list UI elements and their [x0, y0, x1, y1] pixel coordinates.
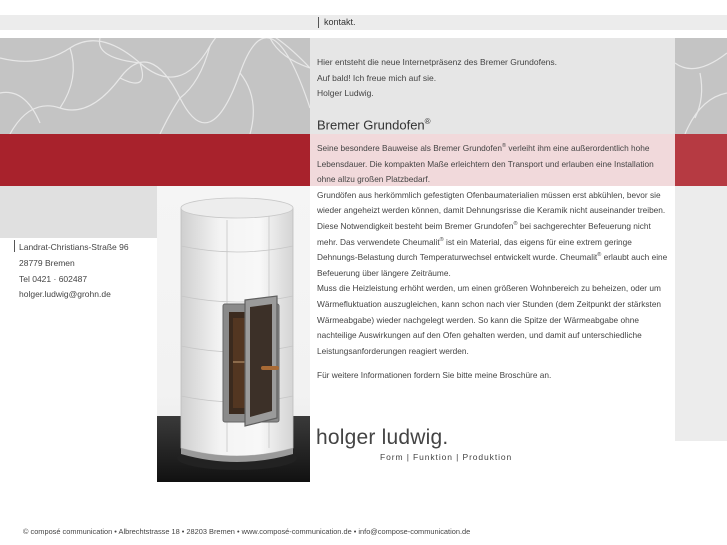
text-run: erlaubt auch eine Befeuerung über längere Zeiträume.: [317, 252, 668, 278]
address-street: Landrat-Christians-Straße 96: [19, 242, 129, 252]
intro-line: Holger Ludwig.: [317, 88, 374, 98]
stove-illustration: [157, 186, 310, 482]
page-title: [317, 117, 431, 132]
article-paragraph: Muss die Heizleistung erhöht werden, um einen größeren Wohnbereich zu beheizen, oder um Wärmefluktuation auszugleichen, kann schon nach vier Stunden (dem Zeitpunkt der stärksten Wärmeabgabe) wieder nachgelegt werden. So kann die Spitze der Wärmeabgabe ohne nachteilige Auswirkungen auf den Ofen gehalten werden, und damit auf unterschiedliche Leistungsanforderungen reagiert werden.: [317, 283, 662, 356]
text-run: Diese Notwendigkeit besteht beim Bremer Grundofen: [317, 220, 514, 231]
crackle-pattern-right: [675, 38, 727, 134]
registered-mark: ®: [439, 236, 444, 243]
logo-tagline: Form | Funktion | Produktion: [380, 452, 513, 462]
article-paragraph: Für weitere Informationen fordern Sie bitte meine Broschüre an.: [317, 370, 552, 381]
address-city: 28779 Bremen: [19, 257, 75, 268]
logo-wordmark: holger ludwig.: [316, 426, 449, 449]
crackle-texture-left: [0, 38, 310, 134]
article-body: [317, 141, 669, 384]
intro-line: Hier entsteht die neue Internetpräsenz des Bremer Grundofens.: [317, 57, 558, 67]
crackle-pattern-left: [0, 38, 310, 134]
intro-text: [317, 55, 667, 102]
text-run: bei sachgerechter Befeuerung nicht mehr. Das verwendete Cheumalit: [317, 220, 651, 247]
nav-divider: [318, 17, 319, 28]
text-run: ist ein Material, das eigens für eine extrem geringe Dehnungs-Belastung durch Temperaturwechsel entwickelt wurde. Cheumalit: [317, 236, 632, 263]
article-paragraph: [317, 141, 669, 188]
registered-mark: ®: [424, 117, 431, 126]
text-run: verleiht ihm eine außerordentlich hohe Lebensdauer. Die kompakten Maße erleichtern den Transport und erlauben eine Installation ohne allzu großen Platzbedarf.: [317, 143, 654, 185]
text-run: Seine besondere Bauweise als Bremer Grundofen: [317, 143, 502, 153]
footer-credits: © composé communication • Albrechtstrasse 18 • 28203 Bremen • www.composé-communication.de • info@compose-communication.de: [23, 527, 471, 536]
top-bar: [0, 15, 727, 30]
page-title-text: Bremer Grundofen: [317, 117, 425, 133]
stove-photo: [157, 186, 310, 482]
crackle-texture-right: [675, 38, 727, 134]
contact-link[interactable]: kontakt.: [324, 17, 356, 27]
address-phone: Tel 0421 · 602487: [19, 273, 88, 284]
address-email-link[interactable]: holger.ludwig@grohn.de: [19, 289, 111, 300]
registered-mark: ®: [513, 221, 518, 228]
address-block: [14, 240, 129, 303]
article-paragraph: Grundöfen aus herkömmlich gefestigten Ofenbaumaterialien müssen erst abkühlen, bevor sie wieder angeheizt werden können, damit Dehnungsrisse die Keramik nicht auseinander treiben.: [317, 189, 666, 216]
intro-line: Auf bald! Ich freue mich auf sie.: [317, 72, 437, 83]
registered-mark: ®: [501, 143, 507, 150]
article-paragraph: [317, 219, 669, 281]
texture-strip-left: [0, 186, 157, 238]
registered-mark: ®: [597, 252, 602, 259]
red-band-left: [0, 134, 310, 186]
texture-strip-right: [675, 186, 727, 441]
red-band-right: [675, 134, 727, 186]
